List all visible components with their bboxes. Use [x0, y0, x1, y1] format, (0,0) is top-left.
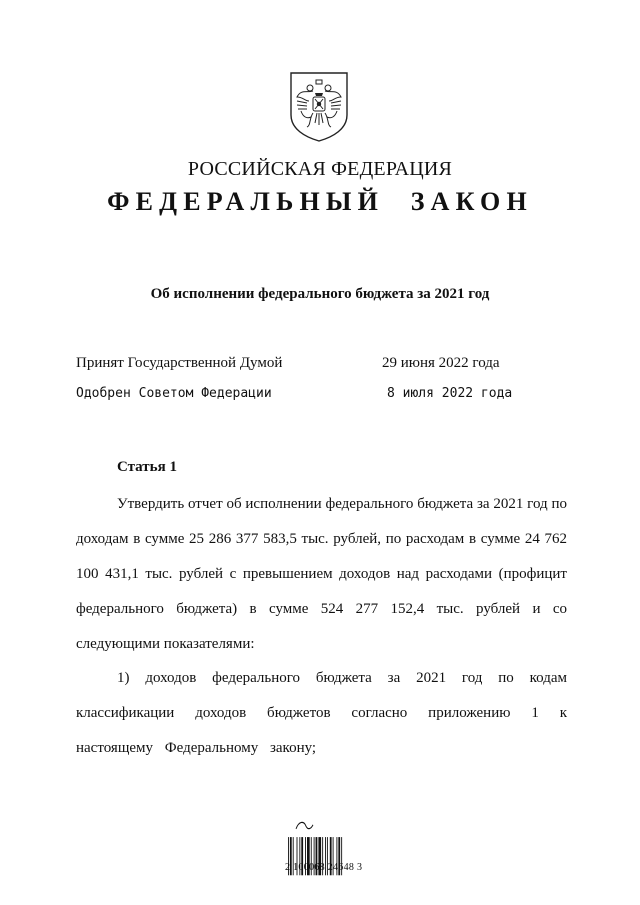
article-paragraph: Утвердить отчет об исполнении федерального бюджета за 2021 год по доходам в сумме 25 286 377 583,5 тыс. рублей, по расходам в сумме 24 762 100 431,1 тыс. рублей с превышением доходов над расходами (профицит федерального бюджета) в сумме 524 277 152,4 тыс. рублей и со следующими показателями:	[76, 496, 567, 652]
document-type-title: ФЕДЕРАЛЬНЫЙ ЗАКОН	[107, 187, 533, 216]
adoption-date: 8 июля 2022 года	[387, 386, 513, 401]
adoption-label: Принят Государственной Думой	[76, 355, 283, 371]
adoption-date: 29 июня 2022 года	[382, 355, 500, 371]
law-subject-title: Об исполнении федерального бюджета за 2021 год	[150, 286, 490, 302]
barcode-number: 2 100068 24648 3	[285, 862, 363, 873]
article-list-item: 1) доходов федерального бюджета за 2021 год по кодам классификации доходов бюджетов согласно приложению 1 к настоящему Федеральному закону;	[76, 670, 567, 756]
country-name: РОССИЙСКАЯ ФЕДЕРАЦИЯ	[187, 158, 453, 180]
article-heading: Статья 1	[117, 459, 177, 475]
russian-coat-of-arms-icon	[287, 71, 351, 143]
adoption-label: Одобрен Советом Федерации	[76, 386, 272, 401]
